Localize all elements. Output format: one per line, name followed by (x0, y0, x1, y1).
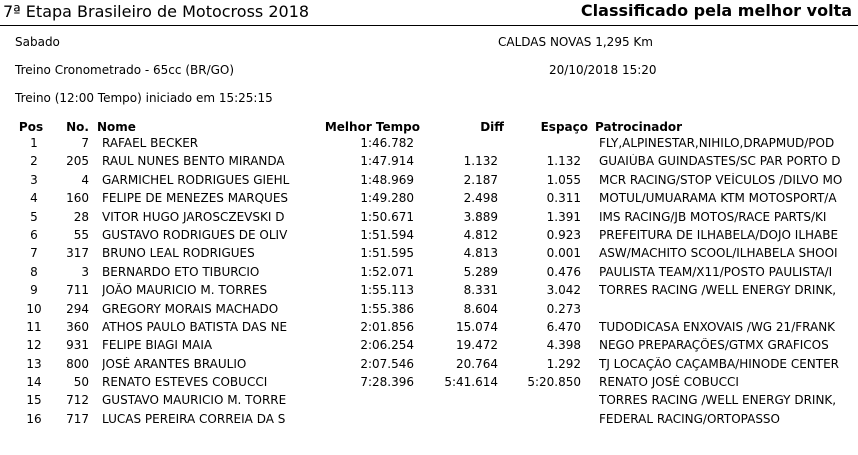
table-row (0, 302, 858, 320)
cell-sponsor: FLY,ALPINESTAR,NIHILO,DRAPMUD/POD (599, 136, 835, 150)
cell-name: FELIPE DE MENEZES MARQUES (102, 191, 289, 206)
cell-space: 1.391 (546, 209, 581, 224)
table-row (0, 375, 858, 393)
cell-num: 160 (66, 191, 89, 206)
cell-diff: 8.604 (463, 301, 498, 316)
cell-space: 0.001 (546, 246, 581, 261)
cell-best-time: 1:50.671 (360, 209, 414, 224)
cell-sponsor: PAULISTA TEAM/X11/POSTO PAULISTA/I (599, 264, 833, 279)
cell-num: 7 (81, 136, 89, 150)
cell-pos: 16 (26, 411, 42, 426)
header-name: Nome (97, 120, 136, 134)
cell-best-time: 2:06.254 (360, 338, 414, 353)
cell-num: 4 (81, 172, 89, 187)
cell-name: GREGORY MORAIS MACHADO (102, 301, 279, 316)
cell-best-time: 1:46.782 (360, 136, 414, 150)
session-datetime: 20/10/2018 15:20 (549, 63, 657, 77)
cell-name: VITOR HUGO JAROSCZEVSKI D (102, 209, 285, 224)
cell-num: 711 (66, 283, 89, 298)
cell-name: RAUL NUNES BENTO MIRANDA (102, 154, 285, 169)
table-body (0, 136, 858, 430)
event-title: 7ª Etapa Brasileiro de Motocross 2018 (3, 2, 310, 21)
cell-best-time: 1:47.914 (360, 154, 414, 169)
cell-pos: 8 (30, 264, 38, 279)
cell-pos: 5 (30, 209, 38, 224)
cell-name: GUSTAVO RODRIGUES DE OLIV (102, 227, 288, 242)
cell-pos: 4 (30, 191, 38, 206)
cell-best-time: 1:52.071 (360, 264, 414, 279)
cell-sponsor: NEGO PREPARAÇÕES/GTMX GRAFICOS (599, 338, 829, 353)
cell-num: 317 (66, 246, 89, 261)
cell-num: 3 (81, 264, 89, 279)
cell-name: LUCAS PEREIRA CORREIA DA S (102, 411, 286, 426)
table-header (0, 120, 858, 136)
cell-num: 50 (73, 375, 89, 390)
results-table (0, 120, 858, 430)
table-row (0, 338, 858, 356)
cell-diff: 5.289 (463, 264, 498, 279)
cell-pos: 10 (26, 301, 42, 316)
cell-diff: 1.132 (463, 154, 498, 169)
cell-diff: 15.074 (456, 319, 498, 334)
table-row (0, 173, 858, 191)
cell-sponsor: TORRES RACING /WELL ENERGY DRINK, (599, 393, 837, 408)
cell-pos: 12 (26, 338, 42, 353)
table-row (0, 136, 858, 154)
cell-space: 1.055 (546, 172, 581, 187)
cell-num: 712 (66, 393, 89, 408)
cell-diff: 20.764 (456, 356, 498, 371)
cell-best-time: 7:28.396 (360, 375, 414, 390)
cell-name: BERNARDO ETO TIBURCIO (102, 264, 260, 279)
table-row (0, 412, 858, 430)
cell-space: 3.042 (546, 283, 581, 298)
cell-name: BRUNO LEAL RODRIGUES (102, 246, 255, 261)
table-row (0, 320, 858, 338)
cell-num: 28 (73, 209, 89, 224)
cell-best-time: 1:51.595 (360, 246, 414, 261)
cell-diff: 5:41.614 (444, 375, 498, 390)
cell-num: 800 (66, 356, 89, 371)
cell-num: 294 (66, 301, 89, 316)
cell-name: GUSTAVO MAURICIO M. TORRE (102, 393, 287, 408)
table-row (0, 154, 858, 172)
cell-best-time: 1:48.969 (360, 172, 414, 187)
cell-sponsor: FEDERAL RACING/ORTOPASSO (599, 411, 780, 426)
session-name: Treino Cronometrado - 65cc (BR/GO) (15, 63, 235, 77)
session-day: Sabado (15, 35, 60, 49)
header-sponsor: Patrocinador (595, 120, 683, 134)
header-best: Melhor Tempo (324, 120, 420, 134)
cell-sponsor: RENATO JOSÉ COBUCCI (599, 375, 739, 390)
cell-diff: 8.331 (463, 283, 498, 298)
cell-space: 0.311 (546, 191, 581, 206)
table-row (0, 228, 858, 246)
cell-name: ATHOS PAULO BATISTA DAS NE (102, 319, 288, 334)
table-row (0, 357, 858, 375)
cell-space: 4.398 (546, 338, 581, 353)
cell-diff: 4.812 (463, 227, 498, 242)
header-num: No. (66, 120, 89, 134)
cell-pos: 9 (30, 283, 38, 298)
cell-num: 360 (66, 319, 89, 334)
cell-name: GARMICHEL RODRIGUES GIEHL (102, 172, 290, 187)
cell-pos: 15 (26, 393, 42, 408)
session-start: Treino (12:00 Tempo) iniciado em 15:25:15 (15, 91, 273, 105)
cell-pos: 6 (30, 227, 38, 242)
cell-best-time: 2:01.856 (360, 319, 414, 334)
cell-sponsor: ASW/MACHITO SCOOL/ILHABELA SHOOI (599, 246, 838, 261)
cell-space: 1.292 (546, 356, 581, 371)
cell-num: 205 (66, 154, 89, 169)
table-row (0, 246, 858, 264)
cell-pos: 11 (26, 319, 42, 334)
table-row (0, 191, 858, 209)
cell-space: 0.923 (546, 227, 581, 242)
cell-pos: 3 (30, 172, 38, 187)
cell-pos: 14 (26, 375, 42, 390)
cell-sponsor: GUAIÚBA GUINDASTES/SC PAR PORTO D (599, 154, 841, 169)
cell-best-time: 1:55.113 (360, 283, 414, 298)
cell-diff: 2.498 (463, 191, 498, 206)
cell-space: 0.273 (546, 301, 581, 316)
cell-num: 55 (73, 227, 89, 242)
cell-diff: 3.889 (463, 209, 498, 224)
cell-best-time: 1:55.386 (360, 301, 414, 316)
cell-num: 931 (66, 338, 89, 353)
cell-diff: 19.472 (456, 338, 498, 353)
title-divider (0, 25, 858, 26)
cell-space: 5:20.850 (527, 375, 581, 390)
cell-diff: 2.187 (463, 172, 498, 187)
cell-sponsor: PREFEITURA DE ILHABELA/DOJO ILHABE (599, 227, 839, 242)
cell-name: JOÃO MAURICIO M. TORRES (102, 283, 268, 298)
header-pos: Pos (18, 120, 44, 134)
cell-pos: 7 (30, 246, 38, 261)
cell-name: RAFAEL BECKER (102, 136, 199, 150)
cell-sponsor: TJ LOCAÇÃO CAÇAMBA/HINODE CENTER (599, 356, 840, 371)
table-row (0, 210, 858, 228)
cell-sponsor: MOTUL/UMUARAMA KTM MOTOSPORT/A (599, 191, 837, 206)
cell-space: 0.476 (546, 264, 581, 279)
cell-space: 6.470 (546, 319, 581, 334)
cell-best-time: 1:51.594 (360, 227, 414, 242)
table-row (0, 265, 858, 283)
header-diff: Diff (480, 120, 504, 134)
track-location: CALDAS NOVAS 1,295 Km (498, 35, 653, 49)
cell-best-time: 1:49.280 (360, 191, 414, 206)
cell-diff: 4.813 (463, 246, 498, 261)
table-row (0, 283, 858, 301)
classification-title: Classificado pela melhor volta (580, 1, 852, 20)
cell-pos: 13 (26, 356, 42, 371)
cell-sponsor: TUDODICASA ENXOVAIS /WG 21/FRANK (599, 319, 836, 334)
cell-name: JOSÉ ARANTES BRAULIO (102, 356, 247, 371)
cell-best-time: 2:07.546 (360, 356, 414, 371)
cell-name: FELIPE BIAGI MAIA (102, 338, 213, 353)
cell-space: 1.132 (546, 154, 581, 169)
table-row (0, 393, 858, 411)
cell-pos: 1 (30, 136, 38, 150)
cell-name: RENATO ESTEVES COBUCCI (102, 375, 268, 390)
cell-sponsor: IMS RACING/JB MOTOS/RACE PARTS/KI (599, 209, 827, 224)
cell-num: 717 (66, 411, 89, 426)
header-space: Espaço (540, 120, 588, 134)
cell-sponsor: TORRES RACING /WELL ENERGY DRINK, (599, 283, 837, 298)
cell-pos: 2 (30, 154, 38, 169)
cell-sponsor: MCR RACING/STOP VEÍCULOS /DILVO MO (599, 172, 843, 187)
